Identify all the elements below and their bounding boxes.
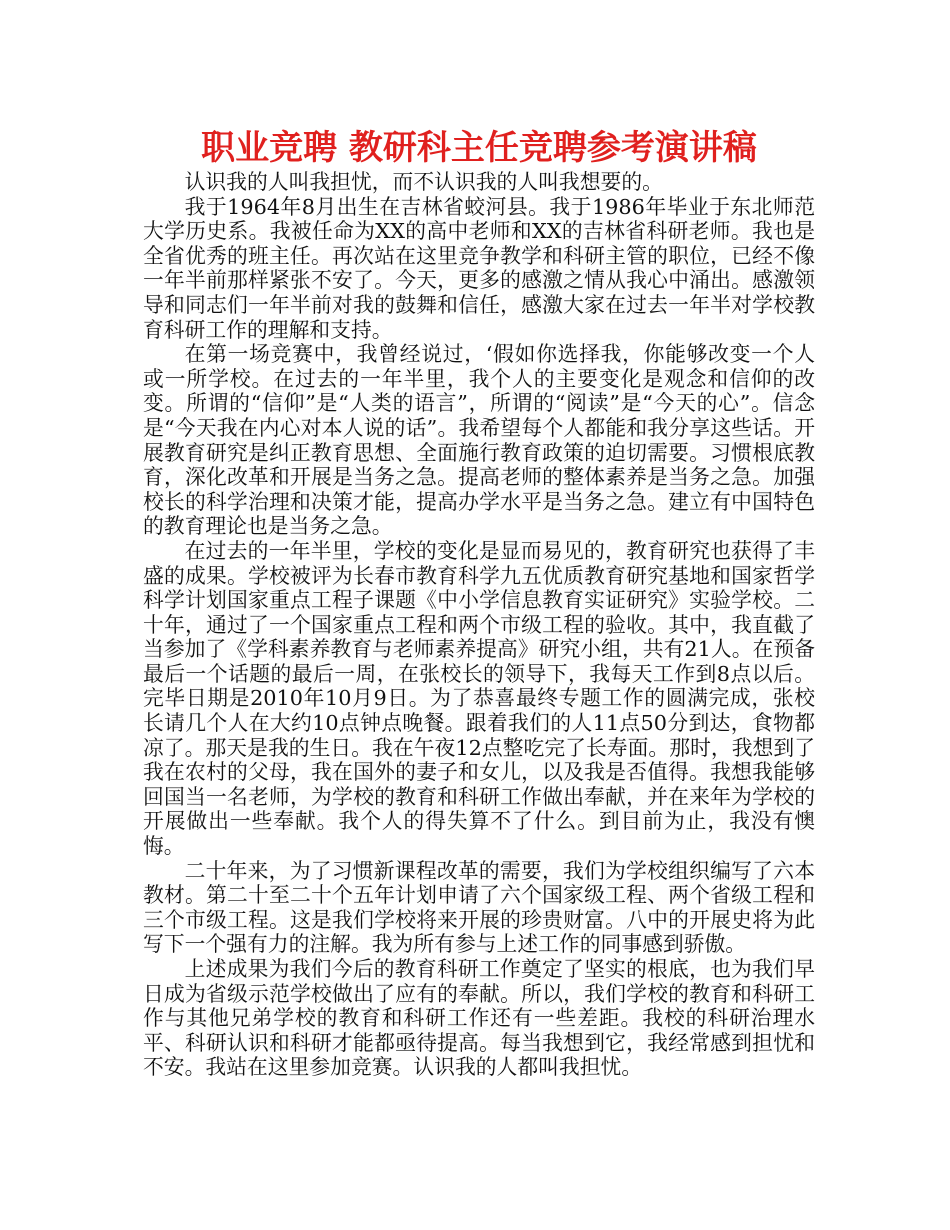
paragraph-3: 在第一场竞赛中，我曾经说过，‘假如你选择我，你能够改变一个人或一所学校。在过去的一年半里，我个人的主要变化是观念和信仰的改变。所谓的“信仰”是“人类的语言”，所谓的“阅读”是“今天的心”。信念是“今天我在内心对本人说的话”。我希望每个人都能和我分享这些话。开展教育研究是纠正教育思想、全面施行教育政策的迫切需要。习惯根底教育，深化改革和开展是当务之急。提高老师的整体素养是当务之急。加强校长的科学治理和决策才能，提高办学水平是当务之急。建立有中国特色的教育理论也是当务之急。 bbox=[143, 342, 815, 539]
paragraph-4: 在过去的一年半里，学校的变化是显而易见的，教育研究也获得了丰盛的成果。学校被评为长春市教育科学九五优质教育研究基地和国家哲学科学计划国家重点工程子课题《中小学信息教育实证研究》实验学校。二十年，通过了一个国家重点工程和两个市级工程的验收。其中，我直截了当参加了《学科素养教育与老师素养提高》研究小组，共有21人。在预备最后一个话题的最后一周，在张校长的领导下，我每天工作到8点以后。完毕日期是2010年10月9日。为了恭喜最终专题工作的圆满完成，张校长请几个人在大约10点钟点晚餐。跟着我们的人11点50分到达，食物都凉了。那天是我的生日。我在午夜12点整吃完了长寿面。那时，我想到了我在农村的父母，我在国外的妻子和女儿，以及我是否值得。我想我能够回国当一名老师，为学校的教育和科研工作做出奉献，并在来年为学校的开展做出一些奉献。我个人的得失算不了什么。到目前为止，我没有懊悔。 bbox=[143, 538, 815, 859]
paragraph-2: 我于1964年8月出生在吉林省蛟河县。我于1986年毕业于东北师范大学历史系。我被任命为XX的高中老师和XX的吉林省科研老师。我也是全省优秀的班主任。再次站在这里竞争教学和科研主管的职位，已经不像一年半前那样紧张不安了。今天，更多的感激之情从我心中涌出。感激领导和同志们一年半前对我的鼓舞和信任，感激大家在过去一年半对学校教育科研工作的理解和支持。 bbox=[143, 194, 815, 342]
paragraph-1: 认识我的人叫我担忧，而不认识我的人叫我想要的。 bbox=[184, 170, 663, 194]
paragraph-5: 二十年来，为了习惯新课程改革的需要，我们为学校组织编写了六本教材。第二十至二十个五年计划申请了六个国家级工程、两个省级工程和三个市级工程。这是我们学校将来开展的珍贵财富。八中的开展史将为此写下一个强有力的注解。我为所有参与上述工作的同事感到骄傲。 bbox=[143, 858, 815, 957]
document-title: 职业竞聘 教研科主任竞聘参考演讲稿 bbox=[201, 128, 757, 168]
paragraph-6: 上述成果为我们今后的教育科研工作奠定了坚实的根底，也为我们早日成为省级示范学校做出了应有的奉献。所以，我们学校的教育和科研工作与其他兄弟学校的教育和科研工作还有一些差距。我校的科研治理水平、科研认识和科研才能都亟待提高。每当我想到它，我经常感到担忧和不安。我站在这里参加竞赛。认识我的人都叫我担忧。 bbox=[143, 957, 815, 1080]
document-body bbox=[143, 128, 815, 1080]
